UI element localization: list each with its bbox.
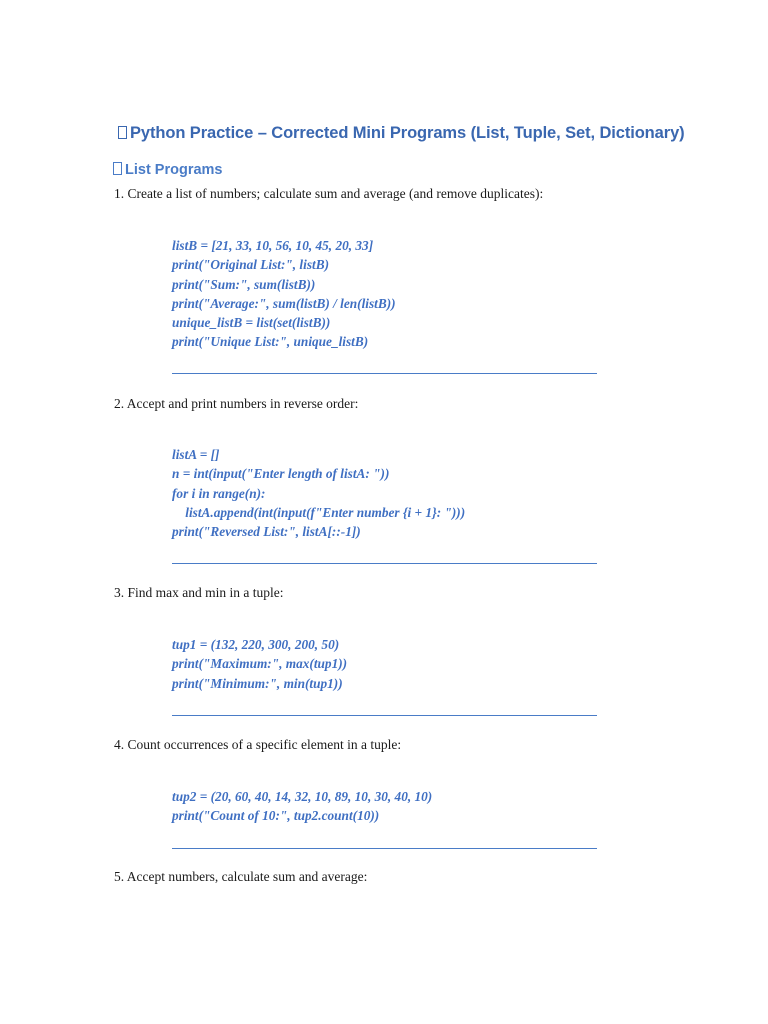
- question-3: 3. Find max and min in a tuple:: [114, 585, 284, 600]
- question-4: 4. Count occurrences of a specific element in a tuple:: [114, 737, 402, 752]
- separator-rule: [172, 563, 597, 564]
- square-glyph-icon: [118, 126, 127, 139]
- code-block-1: [172, 236, 396, 352]
- code-line: print("Minimum:", min(tup1)): [172, 675, 343, 691]
- code-line: n = int(input("Enter length of listA: ")): [172, 466, 390, 482]
- code-block-3: [172, 635, 347, 693]
- code-line: print("Original List:", listB): [172, 257, 329, 273]
- code-line: tup1 = (132, 220, 300, 200, 50): [172, 637, 340, 652]
- page-title-text: Python Practice – Corrected Mini Programs (List, Tuple, Set, Dictionary): [130, 124, 685, 142]
- square-glyph-icon: [113, 162, 122, 175]
- code-line: print("Sum:", sum(listB)): [172, 276, 316, 292]
- code-line: for i in range(n):: [172, 485, 266, 501]
- separator-rule: [172, 715, 597, 716]
- section-heading: [113, 162, 223, 178]
- code-block-4: [172, 787, 432, 826]
- separator-rule: [172, 373, 597, 374]
- page-title: [118, 124, 685, 143]
- code-line: tup2 = (20, 60, 40, 14, 32, 10, 89, 10, 30, 40, 10): [172, 789, 433, 804]
- section-heading-text: List Programs: [125, 162, 223, 178]
- question-2: 2. Accept and print numbers in reverse order:: [114, 396, 359, 411]
- code-line: print("Unique List:", unique_listB): [172, 334, 369, 350]
- code-line: listB = [21, 33, 10, 56, 10, 45, 20, 33]: [172, 238, 374, 253]
- code-line: print("Reversed List:", listA[::-1]): [172, 524, 361, 540]
- code-line: unique_listB = list(set(listB)): [172, 315, 331, 331]
- code-line: listA = []: [172, 447, 220, 462]
- question-5: 5. Accept numbers, calculate sum and average:: [114, 869, 368, 884]
- code-line: print("Count of 10:", tup2.count(10)): [172, 808, 380, 824]
- code-line: listA.append(int(input(f"Enter number {i + 1}: "))): [172, 504, 466, 520]
- code-line: print("Average:", sum(listB) / len(listB)): [172, 295, 396, 311]
- separator-rule: [172, 848, 597, 849]
- code-line: print("Maximum:", max(tup1)): [172, 656, 348, 672]
- question-1: 1. Create a list of numbers; calculate sum and average (and remove duplicates):: [114, 186, 544, 201]
- code-block-2: [172, 445, 465, 541]
